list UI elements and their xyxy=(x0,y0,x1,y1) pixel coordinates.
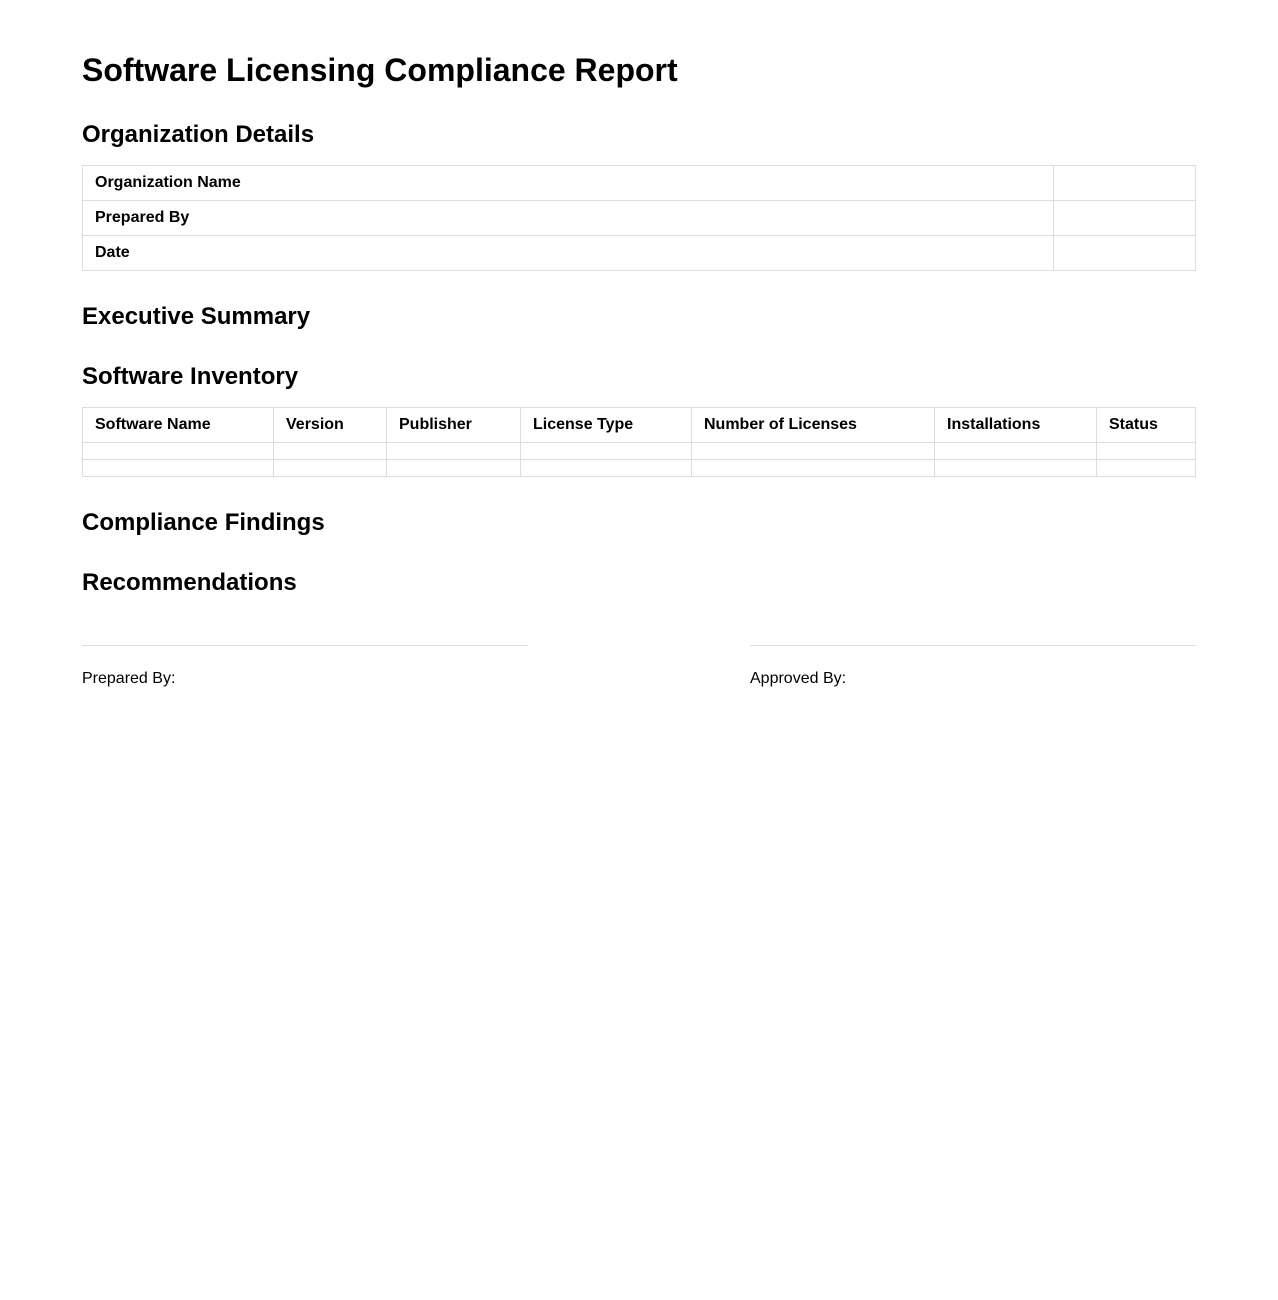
page-title: Software Licensing Compliance Report xyxy=(82,52,678,88)
table-cell[interactable] xyxy=(274,443,387,460)
table-cell[interactable] xyxy=(83,443,274,460)
approved-by-signature-label: Approved By: xyxy=(750,670,847,687)
signature-line[interactable] xyxy=(750,645,1196,646)
table-cell[interactable] xyxy=(935,443,1097,460)
table-cell[interactable] xyxy=(692,460,935,477)
table-cell[interactable] xyxy=(387,443,521,460)
column-header-status: Status xyxy=(1097,408,1196,443)
date-label: Date xyxy=(83,236,1054,271)
software-inventory-heading: Software Inventory xyxy=(82,363,299,390)
executive-summary-heading: Executive Summary xyxy=(82,303,311,330)
organization-details-heading: Organization Details xyxy=(82,121,315,148)
recommendations-heading: Recommendations xyxy=(82,569,297,596)
table-header-row xyxy=(83,408,1196,443)
table-cell[interactable] xyxy=(521,460,692,477)
column-header-version: Version xyxy=(274,408,387,443)
column-header-publisher: Publisher xyxy=(387,408,521,443)
column-header-installations: Installations xyxy=(935,408,1097,443)
table-row xyxy=(83,201,1196,236)
table-row xyxy=(83,236,1196,271)
table-row xyxy=(83,166,1196,201)
prepared-by-label: Prepared By xyxy=(83,201,1054,236)
column-header-number-of-licenses: Number of Licenses xyxy=(692,408,935,443)
column-header-software-name: Software Name xyxy=(83,408,274,443)
prepared-by-value[interactable] xyxy=(1054,201,1196,236)
table-cell[interactable] xyxy=(1097,443,1196,460)
table-cell[interactable] xyxy=(83,460,274,477)
approved-by-signature xyxy=(750,645,1196,688)
table-row xyxy=(83,443,1196,460)
column-header-license-type: License Type xyxy=(521,408,692,443)
signature-line[interactable] xyxy=(82,645,528,646)
table-cell[interactable] xyxy=(692,443,935,460)
organization-name-label: Organization Name xyxy=(83,166,1054,201)
table-row xyxy=(83,460,1196,477)
date-value[interactable] xyxy=(1054,236,1196,271)
table-cell[interactable] xyxy=(521,443,692,460)
table-cell[interactable] xyxy=(935,460,1097,477)
software-inventory-table xyxy=(82,407,1196,477)
compliance-findings-heading: Compliance Findings xyxy=(82,509,325,536)
prepared-by-signature xyxy=(82,645,528,688)
signature-section xyxy=(82,645,1196,688)
prepared-by-signature-label: Prepared By: xyxy=(82,670,176,687)
organization-name-value[interactable] xyxy=(1054,166,1196,201)
table-cell[interactable] xyxy=(1097,460,1196,477)
table-cell[interactable] xyxy=(387,460,521,477)
table-cell[interactable] xyxy=(274,460,387,477)
organization-details-table xyxy=(82,165,1196,271)
